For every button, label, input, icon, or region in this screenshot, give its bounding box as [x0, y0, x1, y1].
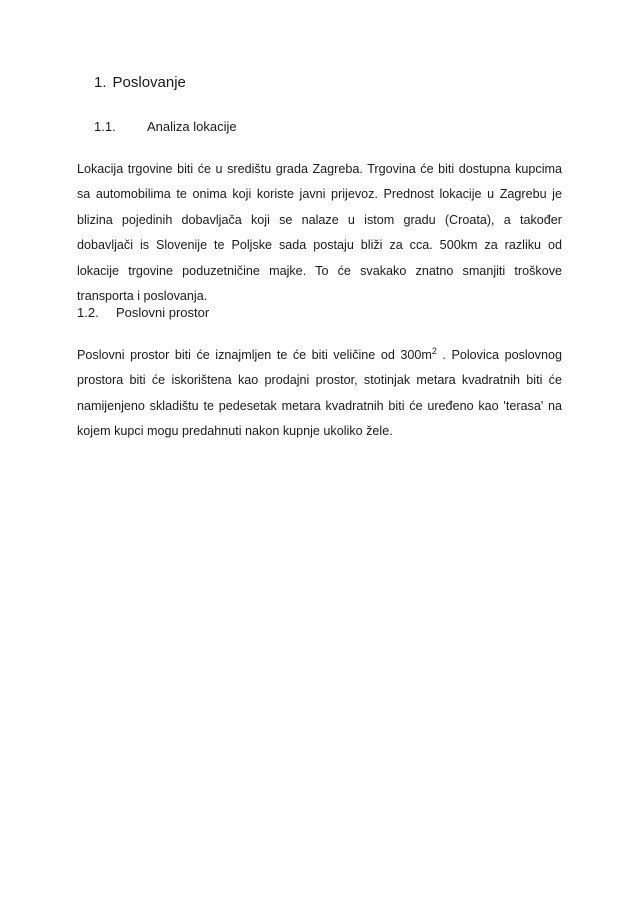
- paragraph-line: dobavljači is Slovenije te Poljske sada postaju bliži za cca. 500km za razliku od: [77, 238, 562, 253]
- paragraph-poslovni-prostor: [77, 343, 562, 445]
- line-text: . Polovica poslovnog: [436, 348, 562, 362]
- subheading-poslovni-prostor: [77, 305, 209, 321]
- paragraph-line-with-superscript: [77, 343, 562, 368]
- superscript-2: 2: [431, 346, 437, 356]
- paragraph-line: prostora biti će iskorištena kao prodajni prostor, stotinjak metara kvadratnih biti će: [77, 373, 562, 388]
- heading-poslovanje: [94, 74, 186, 92]
- subheading-title: Poslovni prostor: [116, 305, 210, 320]
- line-text: Poslovni prostor biti će iznajmljen te će biti veličine od 300m: [77, 348, 432, 362]
- paragraph-line: sa automobilima te onima koji koriste javni prijevoz. Prednost lokacije u Zagrebu je: [77, 187, 562, 202]
- paragraph-line: namijenjeno skladištu te pedesetak metara kvadratnih biti će uređeno kao 'terasa' na: [77, 398, 562, 413]
- subheading-number: 1.1.: [94, 119, 116, 134]
- paragraph-line: kojem kupci mogu predahnuti nakon kupnje ukoliko žele.: [77, 424, 393, 439]
- paragraph-analiza-lokacije: [77, 157, 562, 309]
- subheading-title: Analiza lokacije: [147, 119, 237, 134]
- paragraph-line: transporta i poslovanja.: [77, 289, 208, 304]
- heading-number: 1.: [94, 74, 107, 91]
- paragraph-line: lokacije trgovine poduzetničine majke. To će svakako znatno smanjiti troškove: [77, 263, 562, 278]
- paragraph-line: Lokacija trgovine biti će u središtu grada Zagreba. Trgovina će biti dostupna kupcima: [77, 162, 562, 176]
- subheading-analiza-lokacije: [94, 119, 237, 135]
- heading-title: Poslovanje: [112, 74, 186, 91]
- paragraph-line: blizina pojedinih dobavljača koji se nalaze u istom gradu (Croata), a također: [77, 212, 562, 227]
- subheading-number: 1.2.: [77, 305, 99, 320]
